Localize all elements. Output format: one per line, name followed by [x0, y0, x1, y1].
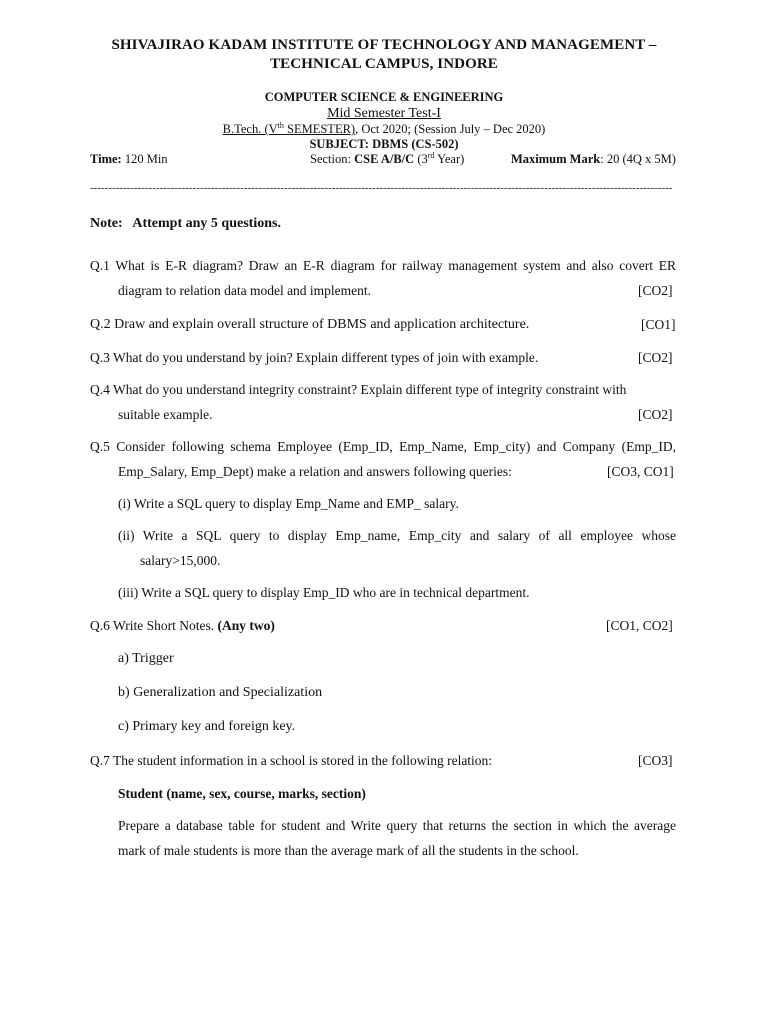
section-label: Section: [310, 152, 355, 166]
time-info [90, 152, 168, 167]
question-1-co: [CO2] [638, 283, 673, 298]
question-1-line1: Q.1 What is E-R diagram? Draw an E-R diagram for railway management system and also covert ER [90, 258, 676, 273]
institute-name-line2: TECHNICAL CAMPUS, INDORE [270, 56, 498, 72]
question-5-co: [CO3, CO1] [607, 464, 674, 479]
max-marks-label: Maximum Mark [511, 152, 601, 166]
program-suffix: , Oct 2020; (Session July – Dec 2020) [355, 122, 546, 136]
question-1-line2: diagram to relation data model and implement. [118, 283, 372, 298]
question-3-line1: Q.3 What do you understand by join? Explain different types of join with example. [90, 350, 539, 365]
section-year-close: Year) [434, 152, 465, 166]
question-7-line1: Q.7 The student information in a school is stored in the following relation: [90, 753, 493, 768]
note-instruction: Note: Attempt any 5 questions. [90, 216, 281, 231]
program-sup: th [277, 120, 284, 130]
question-6-text: Q.6 Write Short Notes. [90, 618, 218, 633]
question-5-sub-ii-line1: (ii) Write a SQL query to display Emp_name, Emp_city and salary of all employee whose [118, 528, 676, 543]
subject-line: SUBJECT: DBMS (CS-502) [309, 137, 459, 151]
question-4-line2: suitable example. [118, 407, 213, 422]
section-year-sup: rd [427, 150, 435, 160]
time-value: 120 Min [121, 152, 168, 166]
exam-title [0, 106, 768, 122]
question-5-line1: Q.5 Consider following schema Employee (Emp_ID, Emp_Name, Emp_city) and Company (Emp_ID, [90, 439, 676, 454]
question-7-relation: Student (name, sex, course, marks, section) [118, 786, 366, 801]
question-2-co: [CO1] [641, 317, 676, 332]
section-year-open: (3 [414, 152, 428, 166]
institute-name-line1: SHIVAJIRAO KADAM INSTITUTE OF TECHNOLOGY AND MANAGEMENT – [111, 37, 657, 53]
divider-line: --------------------------------------------------------------------------------------------------------------------------------------------------------------- [90, 182, 672, 194]
question-6-any-two: (Any two) [217, 618, 275, 633]
question-4-line1: Q.4 What do you understand integrity constraint? Explain different type of integrity constraint with [90, 382, 627, 397]
section-info [310, 152, 464, 167]
question-5-sub-ii-line2: salary>15,000. [140, 553, 221, 568]
question-7-co: [CO3] [638, 753, 673, 768]
question-5-line2: Emp_Salary, Emp_Dept) make a relation and answers following queries: [118, 464, 512, 479]
exam-title-text: Mid Semester Test-I [327, 106, 441, 121]
question-5-sub-iii: (iii) Write a SQL query to display Emp_ID who are in technical department. [118, 585, 530, 600]
program-semester [223, 122, 355, 136]
time-label: Time: [90, 152, 122, 166]
section-value: CSE A/B/C [354, 152, 415, 166]
question-6-line1 [90, 618, 275, 634]
program-mid: SEMESTER) [283, 122, 356, 136]
question-3-co: [CO2] [638, 350, 673, 365]
question-6-co: [CO1, CO2] [606, 618, 673, 633]
max-marks-value: : 20 (4Q x 5M) [600, 152, 676, 166]
question-7-para-line2: mark of male students is more than the average mark of all the students in the school. [118, 843, 579, 858]
question-7-para-line1: Prepare a database table for student and Write query that returns the section in which the average [118, 818, 676, 833]
program-prefix: B.Tech. (V [222, 122, 278, 136]
program-line [0, 122, 768, 137]
question-6-option-b: b) Generalization and Specialization [118, 685, 323, 700]
question-6-option-a: a) Trigger [118, 651, 174, 666]
max-marks-info [511, 152, 676, 167]
question-6-option-c: c) Primary key and foreign key. [118, 719, 296, 734]
question-4-co: [CO2] [638, 407, 673, 422]
question-2-line1: Q.2 Draw and explain overall structure of DBMS and application architecture. [90, 317, 530, 332]
question-5-sub-i: (i) Write a SQL query to display Emp_Name and EMP_ salary. [118, 496, 459, 511]
department-name: COMPUTER SCIENCE & ENGINEERING [264, 90, 504, 104]
